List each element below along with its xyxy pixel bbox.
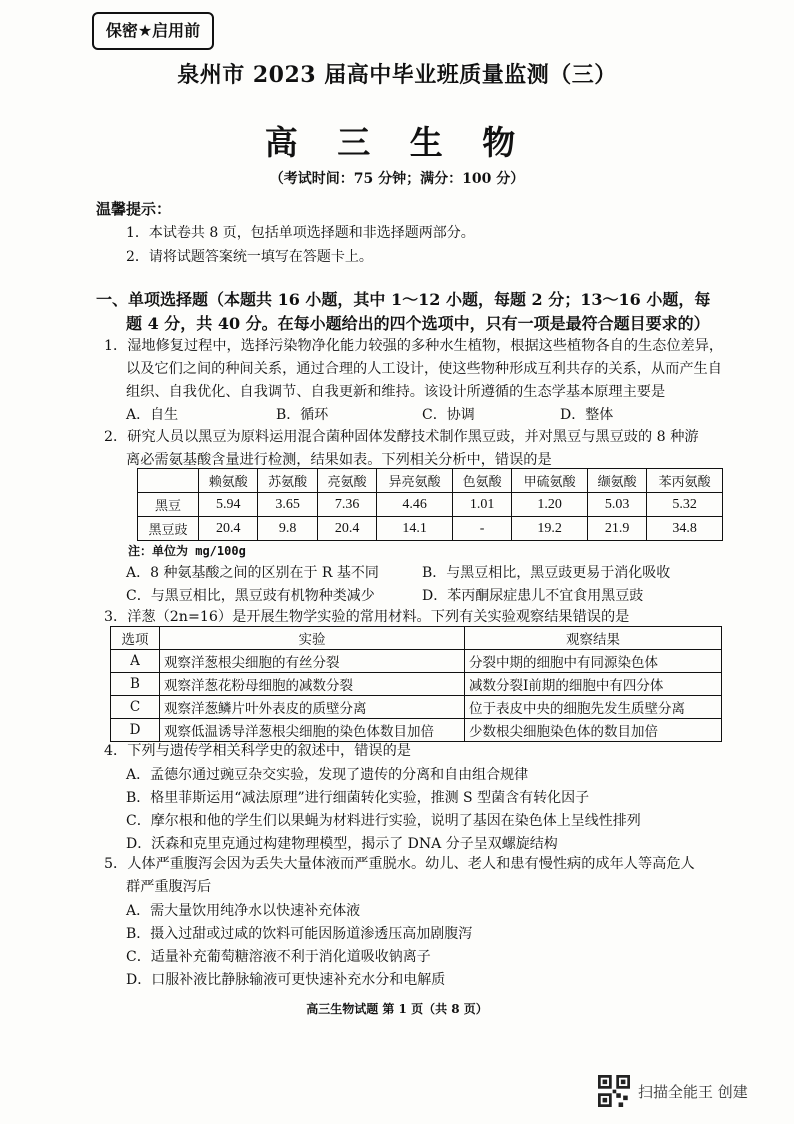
table-row — [111, 719, 722, 742]
table-cell: 1.01 — [452, 493, 511, 517]
table-note: 注：单位为 mg/100g — [128, 544, 246, 558]
amino-acid-table — [137, 468, 723, 541]
table-header-row — [111, 627, 722, 650]
question-5-line: 群严重腹泻后 — [126, 879, 212, 895]
question-1-line: 以及它们之间的种间关系，通过合理的人工设计，使这些物种形成互利共存的关系，从而产生自 — [126, 361, 722, 377]
question-2-line: 离必需氨基酸含量进行检测，结果如表。下列相关分析中，错误的是 — [126, 452, 552, 468]
qr-code-icon — [598, 1075, 630, 1107]
table-cell: 苯丙氨酸 — [647, 469, 723, 493]
question-4-option: A．孟德尔通过豌豆杂交实验，发现了遗传的分离和自由组合规律 — [126, 767, 529, 783]
question-1-line: 1．湿地修复过程中，选择污染物净化能力较强的多种水生植物，根据这些植物各自的生态位差异， — [104, 338, 724, 354]
section-heading-line: 一、单项选择题（本题共 16 小题，其中 1～12 小题，每题 2 分；13～16 小题，每 — [96, 290, 711, 309]
table-cell: C — [111, 696, 160, 719]
watermark-text: 扫描全能王 创建 — [638, 1082, 748, 1101]
table-cell: B — [111, 673, 160, 696]
table-cell: 14.1 — [377, 517, 453, 541]
table-cell: 实验 — [160, 627, 465, 650]
question-1-option: C．协调 — [422, 407, 475, 423]
question-2-option: A．8 种氨基酸之间的区别在于 R 基不同 — [126, 565, 379, 581]
table-cell: 20.4 — [199, 517, 258, 541]
table-cell — [138, 469, 199, 493]
table-cell: 观察洋葱根尖细胞的有丝分裂 — [160, 650, 465, 673]
table-cell: 观察洋葱鳞片叶外表皮的质壁分离 — [160, 696, 465, 719]
table-cell: 观察低温诱导洋葱根尖细胞的染色体数目加倍 — [160, 719, 465, 742]
question-2-option: B．与黑豆相比，黑豆豉更易于消化吸收 — [422, 565, 671, 581]
tip-item: 2．请将试题答案统一填写在答题卡上。 — [126, 249, 373, 265]
table-cell: 黑豆 — [138, 493, 199, 517]
table-cell: - — [452, 517, 511, 541]
question-5-option: A．需大量饮用纯净水以快速补充体液 — [126, 903, 361, 919]
subject-title: 高 三 生 物 — [264, 123, 530, 162]
page-footer: 高三生物试题 第 1 页（共 8 页） — [306, 1002, 488, 1016]
table-cell: 9.8 — [258, 517, 317, 541]
table-row — [111, 696, 722, 719]
section-heading-line: 题 4 分，共 40 分。在每小题给出的四个选项中，只有一项是最符合题目要求的） — [126, 314, 710, 333]
question-5-option: B．摄入过甜或过咸的饮料可能因肠道渗透压高加剧腹泻 — [126, 926, 473, 942]
question-1-line: 组织、自我优化、自我调节、自我更新和维持。该设计所遵循的生态学基本原理主要是 — [126, 384, 666, 400]
table-cell: 34.8 — [647, 517, 723, 541]
table-cell: 减数分裂Ⅰ前期的细胞中有四分体 — [465, 673, 722, 696]
question-4-option: D．沃森和克里克通过构建物理模型，揭示了 DNA 分子呈双螺旋结构 — [126, 836, 558, 852]
question-2-option: D．苯丙酮尿症患儿不宜食用黑豆豉 — [422, 588, 644, 604]
table-cell: 色氨酸 — [452, 469, 511, 493]
question-5-option: D．口服补液比静脉输液可更快速补充水分和电解质 — [126, 972, 446, 988]
table-cell: D — [111, 719, 160, 742]
table-cell: 选项 — [111, 627, 160, 650]
table-cell: 观察结果 — [465, 627, 722, 650]
table-cell: 1.20 — [512, 493, 588, 517]
table-row — [138, 517, 723, 541]
table-cell: 赖氨酸 — [199, 469, 258, 493]
table-row — [111, 673, 722, 696]
question-5-option: C．适量补充葡萄糖溶液不利于消化道吸收钠离子 — [126, 949, 431, 965]
table-cell: 4.46 — [377, 493, 453, 517]
question-5-line: 5．人体严重腹泻会因为丢失大量体液而严重脱水。幼儿、老人和患有慢性病的成年人等高危人 — [104, 856, 695, 872]
table-cell: 缬氨酸 — [587, 469, 646, 493]
question-2-line: 2．研究人员以黑豆为原料运用混合菌种固体发酵技术制作黑豆豉，并对黑豆与黑豆豉的 8 种游 — [104, 429, 699, 445]
question-3-stem: 3．洋葱（2n=16）是开展生物学实验的常用材料。下列有关实验观察结果错误的是 — [104, 609, 630, 625]
question-1-option: A．自生 — [126, 407, 179, 423]
section-heading — [96, 288, 726, 336]
table-cell: 7.36 — [317, 493, 376, 517]
table-cell: 3.65 — [258, 493, 317, 517]
table-row — [138, 493, 723, 517]
scanner-watermark — [598, 1075, 748, 1107]
question-2-option: C．与黑豆相比，黑豆豉有机物种类减少 — [126, 588, 375, 604]
question-4-option: C．摩尔根和他的学生们以果蝇为材料进行实验，说明了基因在染色体上呈线性排列 — [126, 813, 641, 829]
table-cell: 位于表皮中央的细胞先发生质壁分离 — [465, 696, 722, 719]
table-cell: 黑豆豉 — [138, 517, 199, 541]
question-1-option: B．循环 — [276, 407, 329, 423]
table-cell: 异亮氨酸 — [377, 469, 453, 493]
tip-item: 1．本试卷共 8 页，包括单项选择题和非选择题两部分。 — [126, 225, 475, 241]
table-cell: 20.4 — [317, 517, 376, 541]
exam-title: 泉州市 2023 届高中毕业班质量监测（三） — [177, 62, 617, 88]
table-cell: 5.94 — [199, 493, 258, 517]
confidential-stamp: 保密★启用前 — [92, 12, 214, 50]
table-cell: 5.32 — [647, 493, 723, 517]
tips-title: 温馨提示： — [96, 200, 172, 218]
table-cell: 少数根尖细胞染色体的数目加倍 — [465, 719, 722, 742]
question-1-option: D．整体 — [560, 407, 614, 423]
table-cell: 观察洋葱花粉母细胞的减数分裂 — [160, 673, 465, 696]
exam-info: （考试时间：75 分钟；满分：100 分） — [269, 171, 525, 187]
table-row — [111, 650, 722, 673]
table-header-row — [138, 469, 723, 493]
table-cell: A — [111, 650, 160, 673]
table-cell: 分裂中期的细胞中有同源染色体 — [465, 650, 722, 673]
question-4-stem: 4．下列与遗传学相关科学史的叙述中，错误的是 — [104, 743, 411, 759]
table-cell: 5.03 — [587, 493, 646, 517]
question-4-option: B．格里菲斯运用“减法原理”进行细菌转化实验，推测 S 型菌含有转化因子 — [126, 790, 590, 806]
table-cell: 21.9 — [587, 517, 646, 541]
table-cell: 19.2 — [512, 517, 588, 541]
table-cell: 苏氨酸 — [258, 469, 317, 493]
table-cell: 亮氨酸 — [317, 469, 376, 493]
onion-experiment-table — [110, 626, 722, 742]
table-cell: 甲硫氨酸 — [512, 469, 588, 493]
